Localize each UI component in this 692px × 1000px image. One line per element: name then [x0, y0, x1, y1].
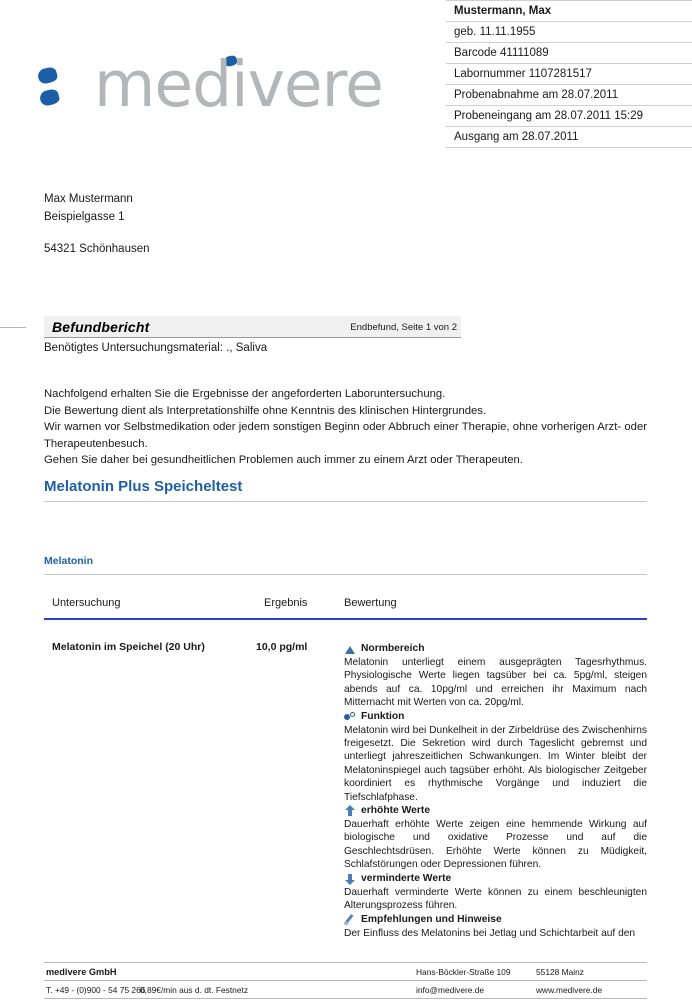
interpretation-column — [344, 642, 647, 940]
intro-paragraph — [44, 386, 647, 469]
empfehlungen-label: Empfehlungen und Hinweise — [361, 913, 502, 925]
funktion-body: Melatonin wird bei Dunkelheit in der Zirbeldrüse des Zwischenhirns freigesetzt. Die Sekretion wird durch Tageslicht gebremst und unterliegt jahreszeitlichen Schwankungen. Im Winter bleibt der Melatoninspiegel auch tagsüber erhöht. Als biologischer Zeitgeber koordiniert es rhythmische Vorgänge und induziert die Tiefschlafphase. — [344, 724, 647, 803]
interpretation-block-empfehlungen — [344, 913, 647, 940]
verminderte-werte-body: Dauerhaft verminderte Werte können zu einem beschleunigten Alterungsprozess führen. — [344, 886, 647, 912]
patient-lab-number: Labornummer 1107281517 — [446, 64, 692, 85]
interpretation-block-verminderte-werte — [344, 872, 647, 913]
medivere-logo — [34, 48, 383, 122]
pencil-icon — [344, 914, 357, 926]
page-footer — [44, 962, 647, 999]
results-table-header — [44, 597, 647, 620]
molecule-icon — [344, 711, 357, 723]
patient-birthdate: geb. 11.11.1955 — [446, 22, 692, 43]
intro-line-2: Die Bewertung dient als Interpretationshilfe ohne Kenntnis des klinischen Hintergrundes. — [44, 404, 487, 417]
recipient-name: Max Mustermann — [44, 193, 133, 205]
footer-city: 55128 Mainz — [536, 967, 584, 977]
footer-row-company — [44, 963, 647, 981]
funktion-heading — [344, 710, 647, 724]
report-page-info: Endbefund, Seite 1 von 2 — [350, 322, 457, 333]
recipient-address — [44, 190, 150, 258]
sample-received-date: Probeneingang am 28.07.2011 15:29 — [446, 106, 692, 127]
footer-website[interactable]: www.medivere.de — [536, 985, 603, 995]
funktion-label: Funktion — [361, 710, 405, 722]
logo-droplet-bottom-icon — [38, 88, 60, 107]
footer-company-name: medivere GmbH — [46, 967, 117, 977]
footer-phone-note: 0,89€/min aus d. dt. Festnetz — [140, 985, 249, 995]
address-spacer — [44, 226, 150, 240]
verminderte-werte-heading — [344, 872, 647, 886]
patient-name: Mustermann, Max — [446, 0, 692, 22]
footer-row-contact — [44, 981, 647, 999]
empfehlungen-heading — [344, 913, 647, 927]
footer-phone: T. +49 - (0)900 - 54 75 266 — [46, 985, 146, 995]
normbereich-heading — [344, 642, 647, 656]
arrow-down-icon — [344, 873, 357, 885]
empfehlungen-body: Der Einfluss des Melatonins bei Jetlag und Schichtarbeit auf den — [344, 927, 636, 939]
arrow-up-icon — [344, 805, 357, 817]
interpretation-block-funktion — [344, 710, 647, 804]
column-header-bewertung: Bewertung — [344, 597, 397, 609]
sample-collection-date: Probenabnahme am 28.07.2011 — [446, 85, 692, 106]
report-title: Befundbericht — [52, 319, 150, 335]
normbereich-label: Normbereich — [361, 643, 425, 654]
erhoehte-werte-label: erhöhte Werte — [361, 805, 431, 817]
footer-street: Hans-Böckler-Straße 109 — [416, 967, 511, 977]
fold-mark — [0, 327, 26, 328]
logo-wordmark: medivere — [94, 48, 383, 121]
analyte-heading: Melatonin — [44, 555, 647, 575]
intro-line-4: Gehen Sie daher bei gesundheitlichen Problemen auch immer zu einem Arzt oder Therapeuten. — [44, 454, 523, 466]
report-issued-date: Ausgang am 28.07.2011 — [446, 127, 692, 148]
interpretation-block-normbereich — [344, 642, 647, 710]
verminderte-werte-label: verminderte Werte — [361, 872, 452, 884]
column-header-untersuchung: Untersuchung — [52, 597, 121, 609]
intro-line-3: Wir warnen vor Selbstmedikation oder jedem sonstigen Beginn oder Abbruch einer Therapie, ohne vorherigen Arzt- oder Therapeutenbesuch. — [44, 421, 647, 450]
interpretation-block-erhoehte-werte — [344, 804, 647, 872]
report-title-band — [44, 316, 461, 338]
result-name: Melatonin im Speichel (20 Uhr) — [52, 641, 205, 653]
mountain-icon — [344, 643, 357, 655]
erhoehte-werte-body: Dauerhaft erhöhte Werte zeigen eine hemmende Wirkung auf biologische und oxidative Prozesse und auf die Geschlechtsdrüsen. Erhöhte Werte können zu Müdigkeit, Schlafstörungen oder Depressionen führen. — [344, 819, 647, 871]
result-value: 10,0 pg/ml — [256, 641, 308, 653]
intro-line-1: Nachfolgend erhalten Sie die Ergebnisse der angeforderten Laboruntersuchung. — [44, 388, 446, 400]
normbereich-body: Melatonin unterliegt einem ausgeprägten Tagesrhythmus. Physiologische Werte liegen tagsüber bei ca. 5pg/ml, steigen abends auf ca. 10pg/ml und erreichen ihr Maximum nach Mitternacht mit Werten von ca. 20pg/ml. — [344, 657, 647, 709]
sample-material-line: Benötigtes Untersuchungsmaterial: ., Saliva — [44, 342, 268, 354]
patient-info-box — [446, 0, 692, 148]
patient-barcode: Barcode 41111089 — [446, 43, 692, 64]
test-heading: Melatonin Plus Speicheltest — [44, 478, 647, 502]
recipient-city: 54321 Schönhausen — [44, 243, 150, 255]
erhoehte-werte-heading — [344, 804, 647, 818]
logo-droplet-top-icon — [36, 66, 58, 85]
footer-email[interactable]: info@medivere.de — [416, 985, 485, 995]
column-header-ergebnis: Ergebnis — [264, 597, 308, 609]
recipient-street: Beispielgasse 1 — [44, 211, 125, 223]
